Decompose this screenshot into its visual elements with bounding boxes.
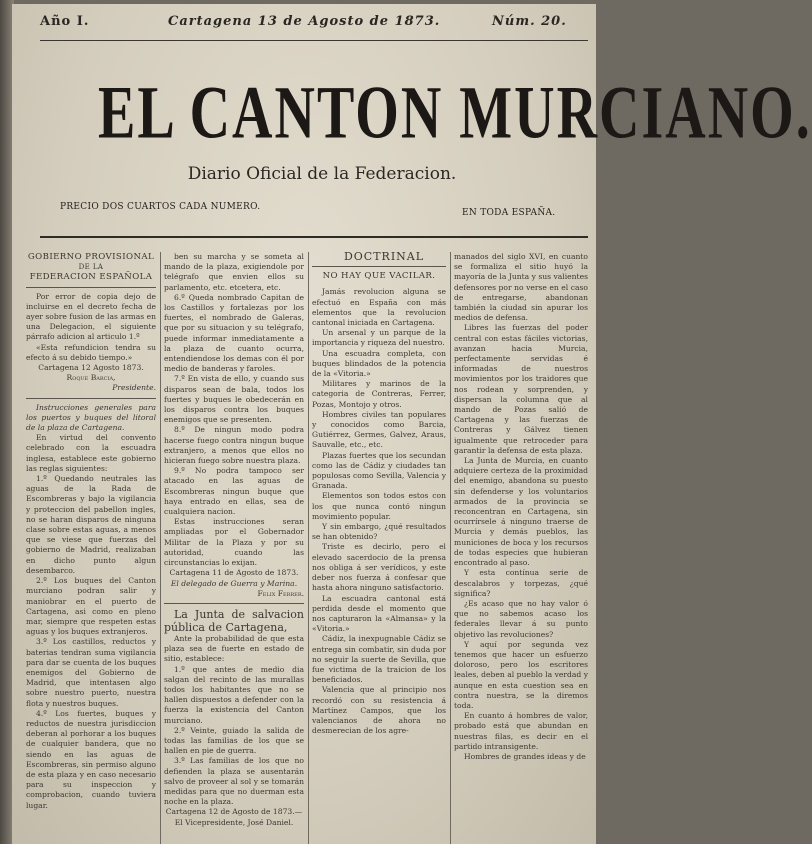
paragraph: Estas instrucciones seran ampliadas por el Gobernador Militar de la Plaza y por su autoridad, cuando las circunstancias lo exijan.: [164, 517, 304, 568]
paragraph: Por error de copia dejo de incluirse en el decreto fecha de ayer sobre fusion de las armas en una Delegacion, el siguiente párrafo adicion al articulo 1.º: [26, 291, 156, 342]
paragraph: La Junta de Murcia, en cuanto adquiere certeza de la proximidad del enemigo, abandona su puesto sin defenderse y los voluntarios armados de la provincia se reconcentran en Cartagena, sin ocurrírsele á ninguno traerse de Murcia y demás pueblos, las municiones de boca y los recursos de todas especies que hubieran encontrado al paso.: [454, 456, 588, 568]
signature-role: Presidente.: [112, 383, 156, 393]
signature: Felix Ferrer.: [257, 588, 304, 598]
section-heading: DOCTRINAL: [343, 250, 425, 263]
paragraph: En virtud del convento celebrado con la escuadra inglesa, establece este gobierno las reglas siguientes:: [26, 433, 156, 473]
paragraph: Triste es decirlo, pero el elevado sacerdocio de la prensa nos obliga á ser verídicos, y este deber nos fuerza á confesar que hasta ahora ninguno satisfactorio.: [312, 542, 446, 593]
date-line: Cartagena 11 de Agosto de 1873.: [169, 568, 299, 578]
paragraph: manados del siglo XVI, en cuanto se formaliza el sitio huyó la mayoría de la Junta y sus valientes defensores por no verse en el caso de entregarse, abandonan también la ciudad sin apurar los medios de defensa.: [454, 252, 588, 323]
paragraph: Un arsenal y un parque de la importancia y riqueza del nuestro.: [312, 328, 446, 348]
paragraph: Una escuadra completa, con buques blindados de la potencia de la «Vitoria.»: [312, 348, 446, 379]
column-3: [312, 252, 446, 840]
paragraph: Y sin embargo, ¿qué resultados se han obtenido?: [312, 522, 446, 542]
issue-number: Núm. 20.: [492, 14, 567, 29]
paragraph: 6.º Queda nombrado Capitan de los Castillos y fortalezas por los fuertes, el nombrado de Galeras, que por su situacion y su telégrafo, puede informar inmediatamente a la plaza de cuanto ocurra, entendiendose los demas con él por medio de banderas y faroles.: [164, 292, 304, 374]
paragraph: ¿Es acaso que no hay valor ó que no sabemos acaso los federales llevar á su punto objetivo las revoluciones?: [454, 598, 588, 639]
paragraph: Y esta contínua serie de descalabros y torpezas, ¿qué significa?: [454, 568, 588, 598]
divider: [164, 603, 304, 604]
paragraph: Ante la probabilidad de que esta plaza sea de fuerte en estado de sitio, establece:: [164, 633, 304, 664]
paragraph: 4.º Los fuertes, buques y reductos de nuestra jurisdiccion deberan al porhorar a los buques de cualquier bandera, que no siendo en las aguas de Escombreras, sin permiso alguno de esta plaza y en caso necesario para su inspeccion y comprobacion, cuando tuviera lugar.: [26, 708, 156, 810]
paragraph: 9.º No podra tampoco ser atacado en las aguas de Escombreras ningun buque que haya entrado en ellas, sea de cualquiera nacion.: [164, 466, 304, 517]
delegate-line: El delegado de Guerra y Marina.: [170, 578, 298, 588]
newspaper-page: [12, 4, 812, 844]
paragraph: ben su marcha y se someta al mando de la plaza, exigiendole por telégrafo que envien ellos su parlamento, etc. etcetera, etc.: [164, 252, 304, 292]
paragraph: 1.º Quedando neutrales las aguas de la Rada de Escombreras y bajo la vigilancia y proteccion del pabellon ingles, no se haran disparos de ninguna clase sobre estas aguas, a menos que se viese que fuerzas del gobierno de Madrid, realizaban en dicho punto algun desembarco.: [26, 474, 156, 575]
paragraph: Jamás revolucion alguna se efectuó en España con más elementos que la revolucion cantonal iniciada en Cartagena.: [312, 287, 446, 328]
divider: [312, 266, 446, 267]
divider: [26, 287, 156, 288]
paragraph: 8.º De ningun modo podra hacerse fuego contra ningun buque extranjero, a menos que ellos no hicieran fuego sobre nuestra plaza.: [164, 425, 304, 466]
paragraph: 3.º Los castillos, reductos y baterias tendran suma vigilancia para dar se cuenta de los buques enemigos del Gobierno de Madrid, que intentasen algo sobre nuestro puerto, nuestra flota y nuestros buques.: [26, 637, 156, 708]
newspaper-subtitle: Diario Oficial de la Federacion.: [187, 164, 457, 184]
gov-heading-fed: FEDERACION ESPAÑOLA: [29, 272, 153, 283]
instructions-title: Instrucciones generales para los puertos y buques del litoral de la plaza de Cartagena.: [26, 402, 156, 433]
paragraph: En cuanto á hombres de valor, probado está que abundan en nuestras filas, es decir en el partido intransigente.: [454, 711, 588, 751]
date-line: Cartagena 12 de Agosto de 1873.—: [165, 807, 303, 817]
paragraph: 1.º que antes de medio dia salgan del recinto de las murallas todos los habitantes que no se hallen dispuestos a defender con la fuerza la existencia del Canton murciano.: [164, 664, 304, 725]
signature: Roque Barcia,: [66, 373, 116, 383]
issue-year: Año I.: [40, 14, 90, 29]
paragraph: Hombres de grandes ideas y de: [464, 751, 586, 761]
paragraph: Valencia que al principio nos recordó con su resistencia á Martínez Campos, que los valencianos de ahora no desmerecian de los agre-: [312, 685, 446, 736]
column-1: [26, 252, 156, 840]
article-title: NO HAY QUE VACILAR.: [322, 271, 436, 282]
paragraph: Y aquí por segunda vez tenemos que hacer un esfuerzo doloroso, pero los escritores leales, deben al pueblo la verdad y aunque en esta cuestion sea en contra nuestra, se la diremos toda.: [454, 639, 588, 710]
column-divider: [308, 252, 309, 844]
column-divider: [450, 252, 451, 844]
header-bottom-rule: [40, 236, 588, 238]
junta-heading: La Junta de salvacion pública de Cartagena,: [164, 607, 304, 634]
paragraph: 7.º En vista de ello, y cuando sus disparos sean de bala, todos los fuertes y buques le obedecerán en los disparos contra los buques enemigos que se presenten.: [164, 374, 304, 425]
paragraph: 3.º Las familias de los que no defienden la plaza se ausentarán salvo de proveer al sol y se tomarán medidas para que no duerman esta noche en la plaza.: [164, 756, 304, 807]
paragraph: «Esta refundicion tendra su efecto á su debido tiempo.»: [26, 342, 156, 362]
column-2: [164, 252, 304, 840]
date-line: Cartagena 12 Agosto 1873.: [38, 363, 144, 373]
coverage-line: EN TODA ESPAÑA.: [462, 208, 556, 218]
price-line: PRECIO DOS CUARTOS CADA NUMERO.: [60, 202, 261, 212]
paragraph: Cádiz, la inexpugnable Cádiz se entrega sin combatir, sin duda por no seguir la suerte de Sevilla, que fue victima de la traicion de los beneficiados.: [312, 634, 446, 685]
paragraph: La escuadra cantonal está perdida desde el momento que nos capturaron la «Almansa» y la «Vitoria.»: [312, 593, 446, 634]
gov-heading: GOBIERNO PROVISIONAL: [27, 252, 155, 262]
paragraph: Plazas fuertes que los secundan como las de Cádiz y ciudades tan populosas como Sevilla, Valencia y Granada.: [312, 450, 446, 491]
masthead-rule: [40, 40, 588, 41]
dateline: Cartagena 13 de Agosto de 1873.: [168, 14, 441, 29]
paragraph: 2.º Veinte, guiado la salida de todas las familias de los que se hallen en pie de guerra.: [164, 725, 304, 756]
gov-heading-de: DE LA: [78, 263, 104, 272]
column-4: [454, 252, 588, 840]
newspaper-title: EL CANTON MURCIANO.: [98, 71, 812, 156]
divider: [26, 398, 156, 399]
paragraph: Elementos son todos estos con los que nunca contó ningun movimiento popular.: [312, 491, 446, 521]
paragraph: Militares y marinos de la categoria de Contreras, Ferrer, Pozas, Montojo y otros.: [312, 379, 446, 409]
paragraph: 2.º Los buques del Canton murciano podran salir y maniobrar en el puerto de Cartagena, asi como en pleno mar, siempre que respeten estas aguas y los buques extranjeros.: [26, 576, 156, 637]
signature: El Vicepresidente, José Daniel.: [174, 817, 294, 827]
paragraph: Hombres civiles tan populares y conocidos como Barcia, Gutiérrez, Germes, Galvez, Araus, Sauvalle, etc., etc.: [312, 409, 446, 450]
paragraph: Libres las fuerzas del poder central con estas fáciles victorias, avanzan hacia Murcia, perfectamente servidas é informadas de nuestros movimientos por los traidores que nos rodean y sorprenden, y dispersan la columna que al mando de Pozas salió de Cartagena y las fuerzas de Contreras y Gálvez tienen igualmente que retroceder para garantir la defensa de esta plaza.: [454, 323, 588, 455]
column-divider: [160, 252, 161, 844]
